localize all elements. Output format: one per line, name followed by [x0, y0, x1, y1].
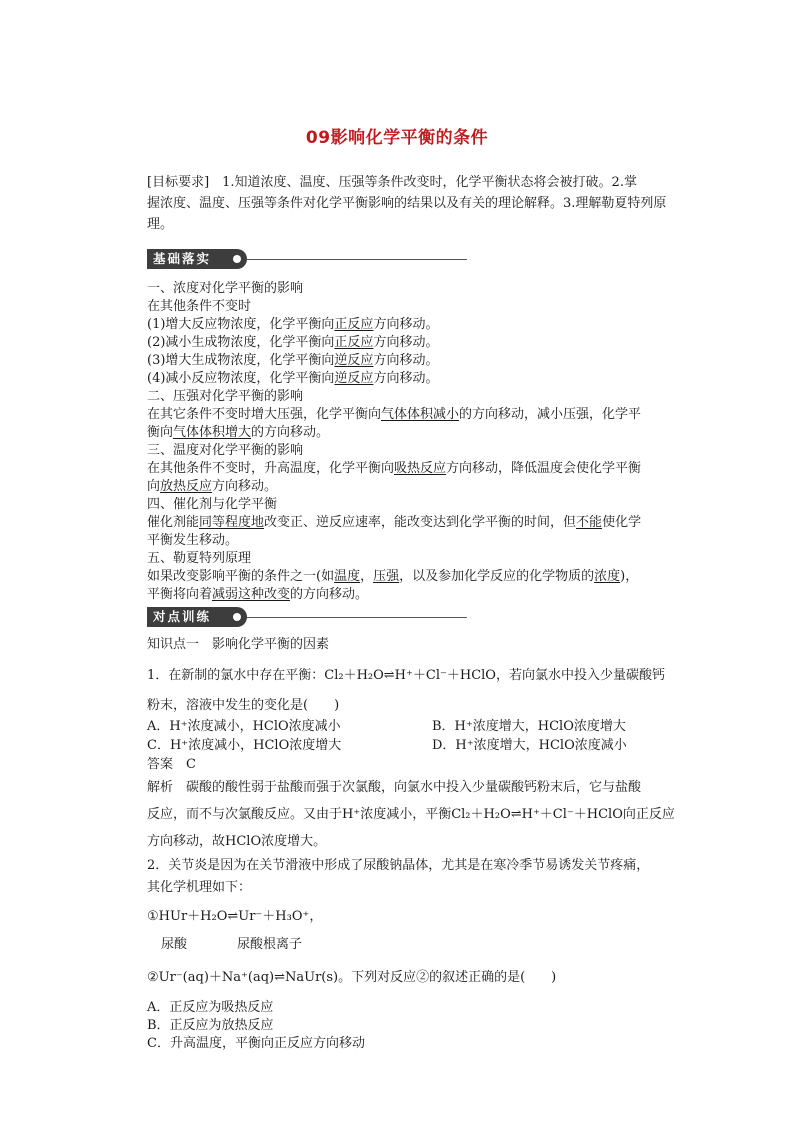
knowledge-point-heading: 知识点一 影响化学平衡的因素 [147, 637, 330, 652]
answer-underlined: 减弱这种改变 [212, 587, 291, 602]
heading-temperature: 三、温度对化学平衡的影响 [147, 443, 304, 458]
explanation: 反应，而不与次氯酸反应。又由于H⁺浓度减小，平衡Cl₂＋H₂O⇌H⁺＋Cl⁻＋HClO向正反应 [147, 807, 675, 822]
learning-objectives [147, 172, 677, 235]
objectives-line-3: 理。 [147, 217, 174, 232]
label-uric-acid: 尿酸 [161, 937, 188, 952]
paragraph: 平衡发生移动。 [147, 533, 239, 548]
answer-underlined: 吸热反应 [394, 461, 447, 476]
paragraph: 在其他条件不变时 [147, 299, 252, 314]
equation-1: ①HUr＋H₂O⇌Ur⁻＋H₃O⁺， [147, 909, 323, 924]
question-1-stem: 粉末，溶液中发生的变化是( ) [147, 698, 340, 713]
option-b: B．正反应为放热反应 [147, 1018, 274, 1033]
paragraph: 在其他条件不变时，升高温度，化学平衡向吸热反应方向移动，降低温度会使化学平衡 [147, 461, 642, 476]
answer-underlined: 气体体积减小 [381, 407, 460, 422]
basics-content [147, 280, 677, 604]
answer-underlined: 逆反应 [334, 371, 374, 386]
list-item: (3)增大生成物浓度，化学平衡向逆反应方向移动。 [147, 353, 439, 368]
equation-labels [147, 931, 677, 959]
paragraph: 催化剂能同等程度地改变正、逆反应速率，能改变达到化学平衡的时间，但不能使化学 [147, 515, 642, 530]
objectives-line-2: 握浓度、温度、压强等条件对化学平衡影响的结果以及有关的理论解释。3.理解勒夏特列原 [147, 196, 667, 211]
option-row [147, 737, 677, 756]
option-row [147, 718, 677, 737]
question-2-stem: 其化学机理如下： [147, 880, 252, 895]
list-item: (1)增大反应物浓度，化学平衡向正反应方向移动。 [147, 317, 439, 332]
equation-2: ②Ur⁻(aq)＋Na⁺(aq)⇌NaUr(s)。下列对反应②的叙述正确的是( ) [147, 970, 557, 985]
heading-le-chatelier: 五、勒夏特列原理 [147, 551, 252, 566]
heading-concentration: 一、浓度对化学平衡的影响 [147, 281, 304, 296]
bullet-icon [233, 613, 241, 621]
answer-underlined: 浓度 [594, 569, 621, 584]
answer-underlined: 放热反应 [160, 479, 213, 494]
answer-underlined: 气体体积增大 [173, 425, 252, 440]
explanation: 方向移动，故HClO浓度增大。 [147, 834, 327, 849]
paragraph: 衡向气体体积增大的方向移动。 [147, 425, 330, 440]
practice-content [147, 636, 677, 1053]
answer-underlined: 正反应 [334, 335, 374, 350]
option-d: D．H⁺浓度增大，HClO浓度减小 [432, 738, 627, 753]
paragraph: 平衡将向着减弱这种改变的方向移动。 [147, 587, 369, 602]
paragraph: 向放热反应方向移动。 [147, 479, 278, 494]
option-c: C．升高温度，平衡向正反应方向移动 [147, 1036, 365, 1051]
paragraph: 如果改变影响平衡的条件之一(如温度，压强，以及参加化学反应的化学物质的浓度)， [147, 569, 639, 584]
question-2-stem: 2．关节炎是因为在关节滑液中形成了尿酸钠晶体，尤其是在寒冷季节易诱发关节疼痛， [147, 858, 650, 873]
paragraph: 在其它条件不变时增大压强，化学平衡向气体体积减小的方向移动，减小压强，化学平 [147, 407, 642, 422]
heading-pressure: 二、压强对化学平衡的影响 [147, 389, 304, 404]
objectives-line-1: [目标要求] 1.知道浓度、温度、压强等条件改变时，化学平衡状态将会被打破。2.掌 [147, 175, 637, 190]
option-a: A．H⁺浓度减小，HClO浓度减小 [147, 719, 341, 734]
answer-underlined: 温度 [334, 569, 361, 584]
answer-underlined: 逆反应 [334, 353, 374, 368]
bullet-icon [233, 255, 241, 263]
answer-underlined: 压强 [373, 569, 400, 584]
answer-underlined: 不能 [576, 515, 603, 530]
heading-catalyst: 四、催化剂与化学平衡 [147, 497, 278, 512]
section-header-practice [147, 607, 467, 627]
answer: 答案 C [147, 757, 196, 772]
option-b: B．H⁺浓度增大，HClO浓度增大 [432, 719, 626, 734]
answer-underlined: 正反应 [334, 317, 374, 332]
section-divider [247, 259, 467, 260]
explanation: 解析 碳酸的酸性弱于盐酸而强于次氯酸，向氯水中投入少量碳酸钙粉末后，它与盐酸 [147, 780, 642, 795]
option-c: C．H⁺浓度减小，HClO浓度增大 [147, 738, 342, 753]
answer-underlined: 同等程度地 [199, 515, 265, 530]
option-a: A．正反应为吸热反应 [147, 1000, 274, 1015]
label-urate-ion: 尿酸根离子 [237, 937, 303, 952]
section-label: 基础落实 [153, 251, 212, 266]
page-title: 09影响化学平衡的条件 [305, 128, 489, 148]
list-item: (2)减小生成物浓度，化学平衡向正反应方向移动。 [147, 335, 439, 350]
list-item: (4)减小反应物浓度，化学平衡向逆反应方向移动。 [147, 371, 439, 386]
section-divider [247, 617, 467, 618]
section-label: 对点训练 [153, 609, 212, 624]
section-header-basics [147, 249, 467, 269]
question-1-stem: 1．在新制的氯水中存在平衡：Cl₂＋H₂O⇌H⁺＋Cl⁻＋HClO，若向氯水中投入少量碳酸钙 [147, 668, 665, 683]
